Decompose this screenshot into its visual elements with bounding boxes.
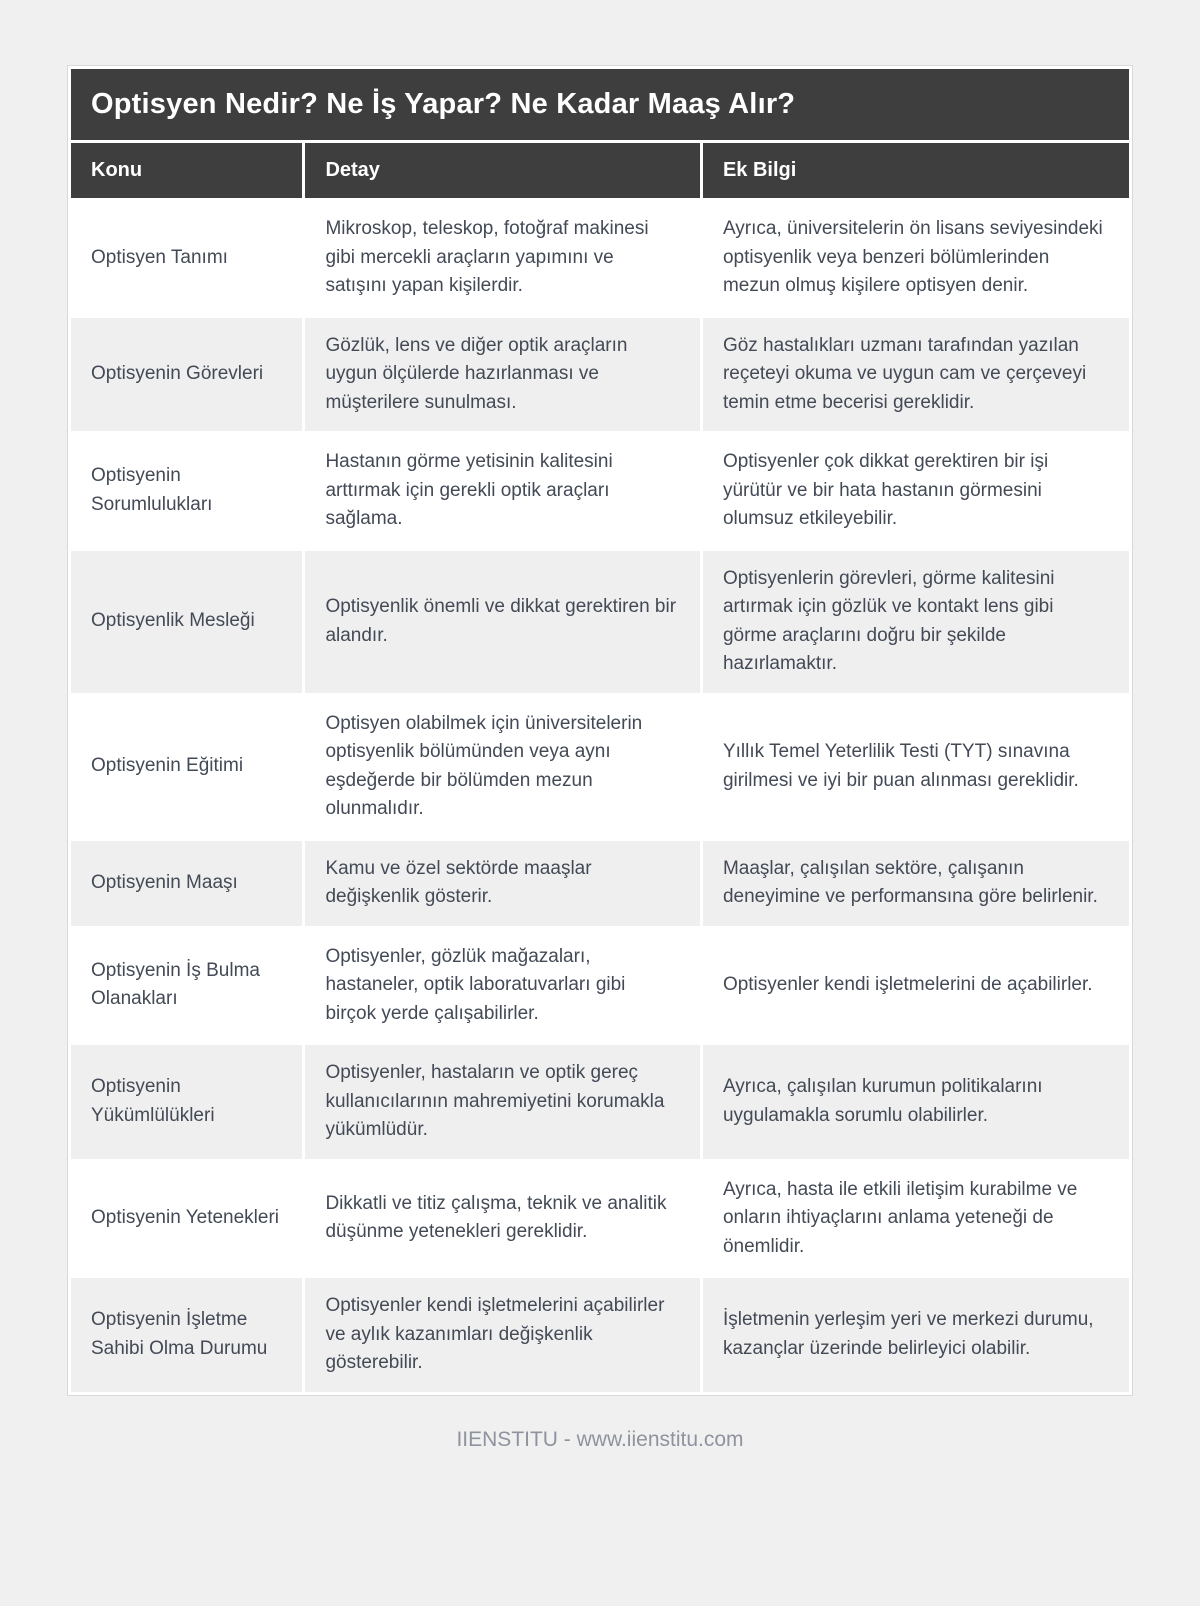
cell-konu: Optisyenin Yükümlülükleri	[71, 1045, 302, 1159]
table-body	[71, 201, 1129, 1392]
cell-konu: Optisyen Tanımı	[71, 201, 302, 315]
cell-konu: Optisyenin Yetenekleri	[71, 1162, 302, 1276]
table-header-row	[71, 143, 1129, 198]
table-row	[71, 929, 1129, 1043]
table-row	[71, 841, 1129, 926]
cell-ek-bilgi: Ayrıca, çalışılan kurumun politikalarını uygulamakla sorumlu olabilirler.	[703, 1045, 1129, 1159]
column-header-ek-bilgi: Ek Bilgi	[703, 143, 1129, 198]
table-row	[71, 201, 1129, 315]
cell-detay: Optisyenler kendi işletmelerini açabilirler ve aylık kazanımları değişkenlik gösterebilir.	[305, 1278, 700, 1392]
cell-ek-bilgi: Maaşlar, çalışılan sektöre, çalışanın deneyimine ve performansına göre belirlenir.	[703, 841, 1129, 926]
cell-konu: Optisyenin İş Bulma Olanakları	[71, 929, 302, 1043]
cell-konu: Optisyenin Görevleri	[71, 318, 302, 432]
cell-konu: Optisyenin Maaşı	[71, 841, 302, 926]
cell-konu: Optisyenin Sorumlulukları	[71, 434, 302, 548]
cell-detay: Dikkatli ve titiz çalışma, teknik ve analitik düşünme yetenekleri gereklidir.	[305, 1162, 700, 1276]
cell-ek-bilgi: Ayrıca, üniversitelerin ön lisans seviyesindeki optisyenlik veya benzeri bölümlerinden mezun olmuş kişilere optisyen denir.	[703, 201, 1129, 315]
cell-konu: Optisyenin Eğitimi	[71, 696, 302, 838]
cell-ek-bilgi: Optisyenlerin görevleri, görme kalitesini artırmak için gözlük ve kontakt lens gibi görme araçlarını doğru bir şekilde hazırlamaktır.	[703, 551, 1129, 693]
cell-detay: Optisyenler, gözlük mağazaları, hastaneler, optik laboratuvarları gibi birçok yerde çalışabilirler.	[305, 929, 700, 1043]
info-card	[67, 65, 1133, 1396]
cell-ek-bilgi: Yıllık Temel Yeterlilik Testi (TYT) sınavına girilmesi ve iyi bir puan alınması gereklidir.	[703, 696, 1129, 838]
cell-konu: Optisyenin İşletme Sahibi Olma Durumu	[71, 1278, 302, 1392]
table-row	[71, 696, 1129, 838]
cell-detay: Hastanın görme yetisinin kalitesini arttırmak için gerekli optik araçları sağlama.	[305, 434, 700, 548]
cell-ek-bilgi: Ayrıca, hasta ile etkili iletişim kurabilme ve onların ihtiyaçlarını anlama yeteneği de önemlidir.	[703, 1162, 1129, 1276]
cell-ek-bilgi: İşletmenin yerleşim yeri ve merkezi durumu, kazançlar üzerinde belirleyici olabilir.	[703, 1278, 1129, 1392]
column-header-detay: Detay	[305, 143, 700, 198]
cell-detay: Kamu ve özel sektörde maaşlar değişkenlik gösterir.	[305, 841, 700, 926]
cell-detay: Optisyenlik önemli ve dikkat gerektiren bir alandır.	[305, 551, 700, 693]
column-header-konu: Konu	[71, 143, 302, 198]
cell-detay: Optisyenler, hastaların ve optik gereç kullanıcılarının mahremiyetini korumakla yükümlüdür.	[305, 1045, 700, 1159]
cell-ek-bilgi: Optisyenler kendi işletmelerini de açabilirler.	[703, 929, 1129, 1043]
footer-branding: IIENSTITU - www.iienstitu.com	[456, 1427, 744, 1451]
cell-ek-bilgi: Optisyenler çok dikkat gerektiren bir işi yürütür ve bir hata hastanın görmesini olumsuz etkileyebilir.	[703, 434, 1129, 548]
table-row	[71, 1162, 1129, 1276]
table-row	[71, 318, 1129, 432]
cell-detay: Mikroskop, teleskop, fotoğraf makinesi gibi mercekli araçların yapımını ve satışını yapan kişilerdir.	[305, 201, 700, 315]
info-table	[68, 140, 1132, 1395]
table-row	[71, 1278, 1129, 1392]
table-row	[71, 1045, 1129, 1159]
table-row	[71, 551, 1129, 693]
page-title: Optisyen Nedir? Ne İş Yapar? Ne Kadar Maaş Alır?	[71, 69, 1129, 140]
cell-detay: Optisyen olabilmek için üniversitelerin optisyenlik bölümünden veya aynı eşdeğerde bir bölümden mezun olunmalıdır.	[305, 696, 700, 838]
table-row	[71, 434, 1129, 548]
cell-detay: Gözlük, lens ve diğer optik araçların uygun ölçülerde hazırlanması ve müşterilere sunulması.	[305, 318, 700, 432]
cell-ek-bilgi: Göz hastalıkları uzmanı tarafından yazılan reçeteyi okuma ve uygun cam ve çerçeveyi temin etme becerisi gereklidir.	[703, 318, 1129, 432]
cell-konu: Optisyenlik Mesleği	[71, 551, 302, 693]
